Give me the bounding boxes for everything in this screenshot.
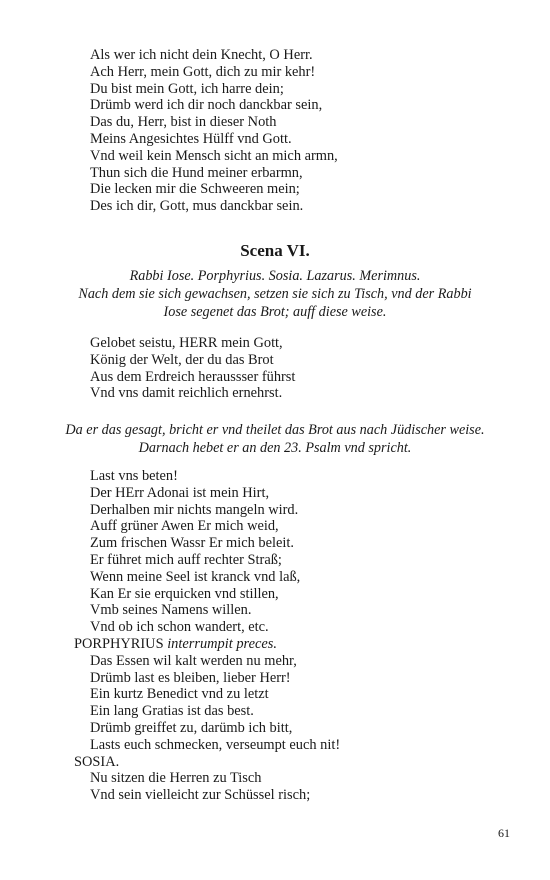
verse-line: Nu sitzen die Herren zu Tisch [90, 770, 262, 787]
verse-line: Auff grüner Awen Er mich weid, [90, 518, 279, 535]
verse-line: Wenn meine Seel ist kranck vnd laß, [90, 568, 301, 585]
verse-line: Kan Er sie erquicken vnd stillen, [90, 585, 279, 602]
verse-line: Als wer ich nicht dein Knecht, O Herr. [90, 47, 313, 63]
verse-line: Aus dem Erdreich heraussser führst [90, 368, 296, 385]
verse-line: Das du, Herr, bist in dieser Noth [90, 114, 277, 131]
stage-line: Da er das gesagt, bricht er vnd theilet das Brot aus nach Jüdischer weise. [65, 422, 485, 438]
verse-block-2 [0, 335, 550, 402]
verse-line: Er führet mich auff rechter Straß; [90, 551, 282, 568]
verse-line: Des ich dir, Gott, mus danckbar sein. [90, 198, 304, 215]
verse-line: Drümb last es bleiben, lieber Herr! [90, 669, 291, 686]
stage-line: Iose segenet das Brot; auff diese weise. [163, 304, 387, 320]
verse-line: Zum frischen Wassr Er mich beleit. [90, 535, 294, 552]
speaker-line [0, 754, 550, 771]
verse-line: Ein kurtz Benedict vnd zu letzt [90, 686, 269, 703]
verse-line: Drümb werd ich dir noch danckbar sein, [90, 97, 323, 114]
stage-line: Darnach hebet er an den 23. Psalm vnd spricht. [138, 440, 412, 456]
verse-line: Drümb greiffet zu, darümb ich bitt, [90, 719, 293, 736]
verse-line: Meins Angesichtes Hülff vnd Gott. [90, 130, 292, 147]
verse-line: Lasts euch schmecken, verseumpt euch nit! [90, 736, 341, 753]
stage-line: Nach dem sie sich gewachsen, setzen sie sich zu Tisch, vnd der Rabbi [78, 286, 472, 302]
speaker-name: SOSIA. [74, 753, 120, 770]
speaker-name: PORPHYRIUS [74, 635, 164, 652]
scene-title: Scena VI. [240, 241, 310, 260]
page-number: 61 [498, 826, 510, 840]
verse-line: Ein lang Gratias ist das best. [90, 703, 254, 720]
verse-line: Thun sich die Hund meiner erbarmn, [90, 164, 303, 181]
verse-line: Last vns beten! [90, 468, 178, 484]
stage-direction-1 [0, 267, 550, 321]
verse-line: Gelobet seistu, HERR mein Gott, [90, 335, 283, 351]
verse-line: Derhalben mir nichts mangeln wird. [90, 501, 299, 518]
verse-block-3 [0, 468, 550, 804]
verse-line: Der HErr Adonai ist mein Hirt, [90, 484, 270, 501]
verse-line: Du bist mein Gott, ich harre dein; [90, 80, 284, 97]
verse-line: Vnd vns damit reichlich ernehrst. [90, 385, 283, 402]
verse-line: Die lecken mir die Schweeren mein; [90, 181, 300, 198]
stage-line: Rabbi Iose. Porphyrius. Sosia. Lazarus. Merimnus. [129, 268, 421, 284]
speaker-direction: interrumpit preces. [167, 635, 277, 652]
verse-line: Das Essen wil kalt werden nu mehr, [90, 652, 297, 669]
verse-line: Vnd ob ich schon wandert, etc. [90, 619, 269, 636]
verse-line: Vmb seines Namens willen. [90, 602, 252, 619]
verse-line: Vnd sein vielleicht zur Schüssel risch; [90, 787, 311, 804]
verse-line: König der Welt, der du das Brot [90, 351, 274, 368]
stage-direction-2 [0, 421, 550, 457]
verse-block-1 [0, 47, 550, 215]
verse-line: Vnd weil kein Mensch sicht an mich armn, [90, 147, 338, 164]
verse-line: Ach Herr, mein Gott, dich zu mir kehr! [90, 63, 316, 80]
speaker-line [0, 636, 550, 653]
